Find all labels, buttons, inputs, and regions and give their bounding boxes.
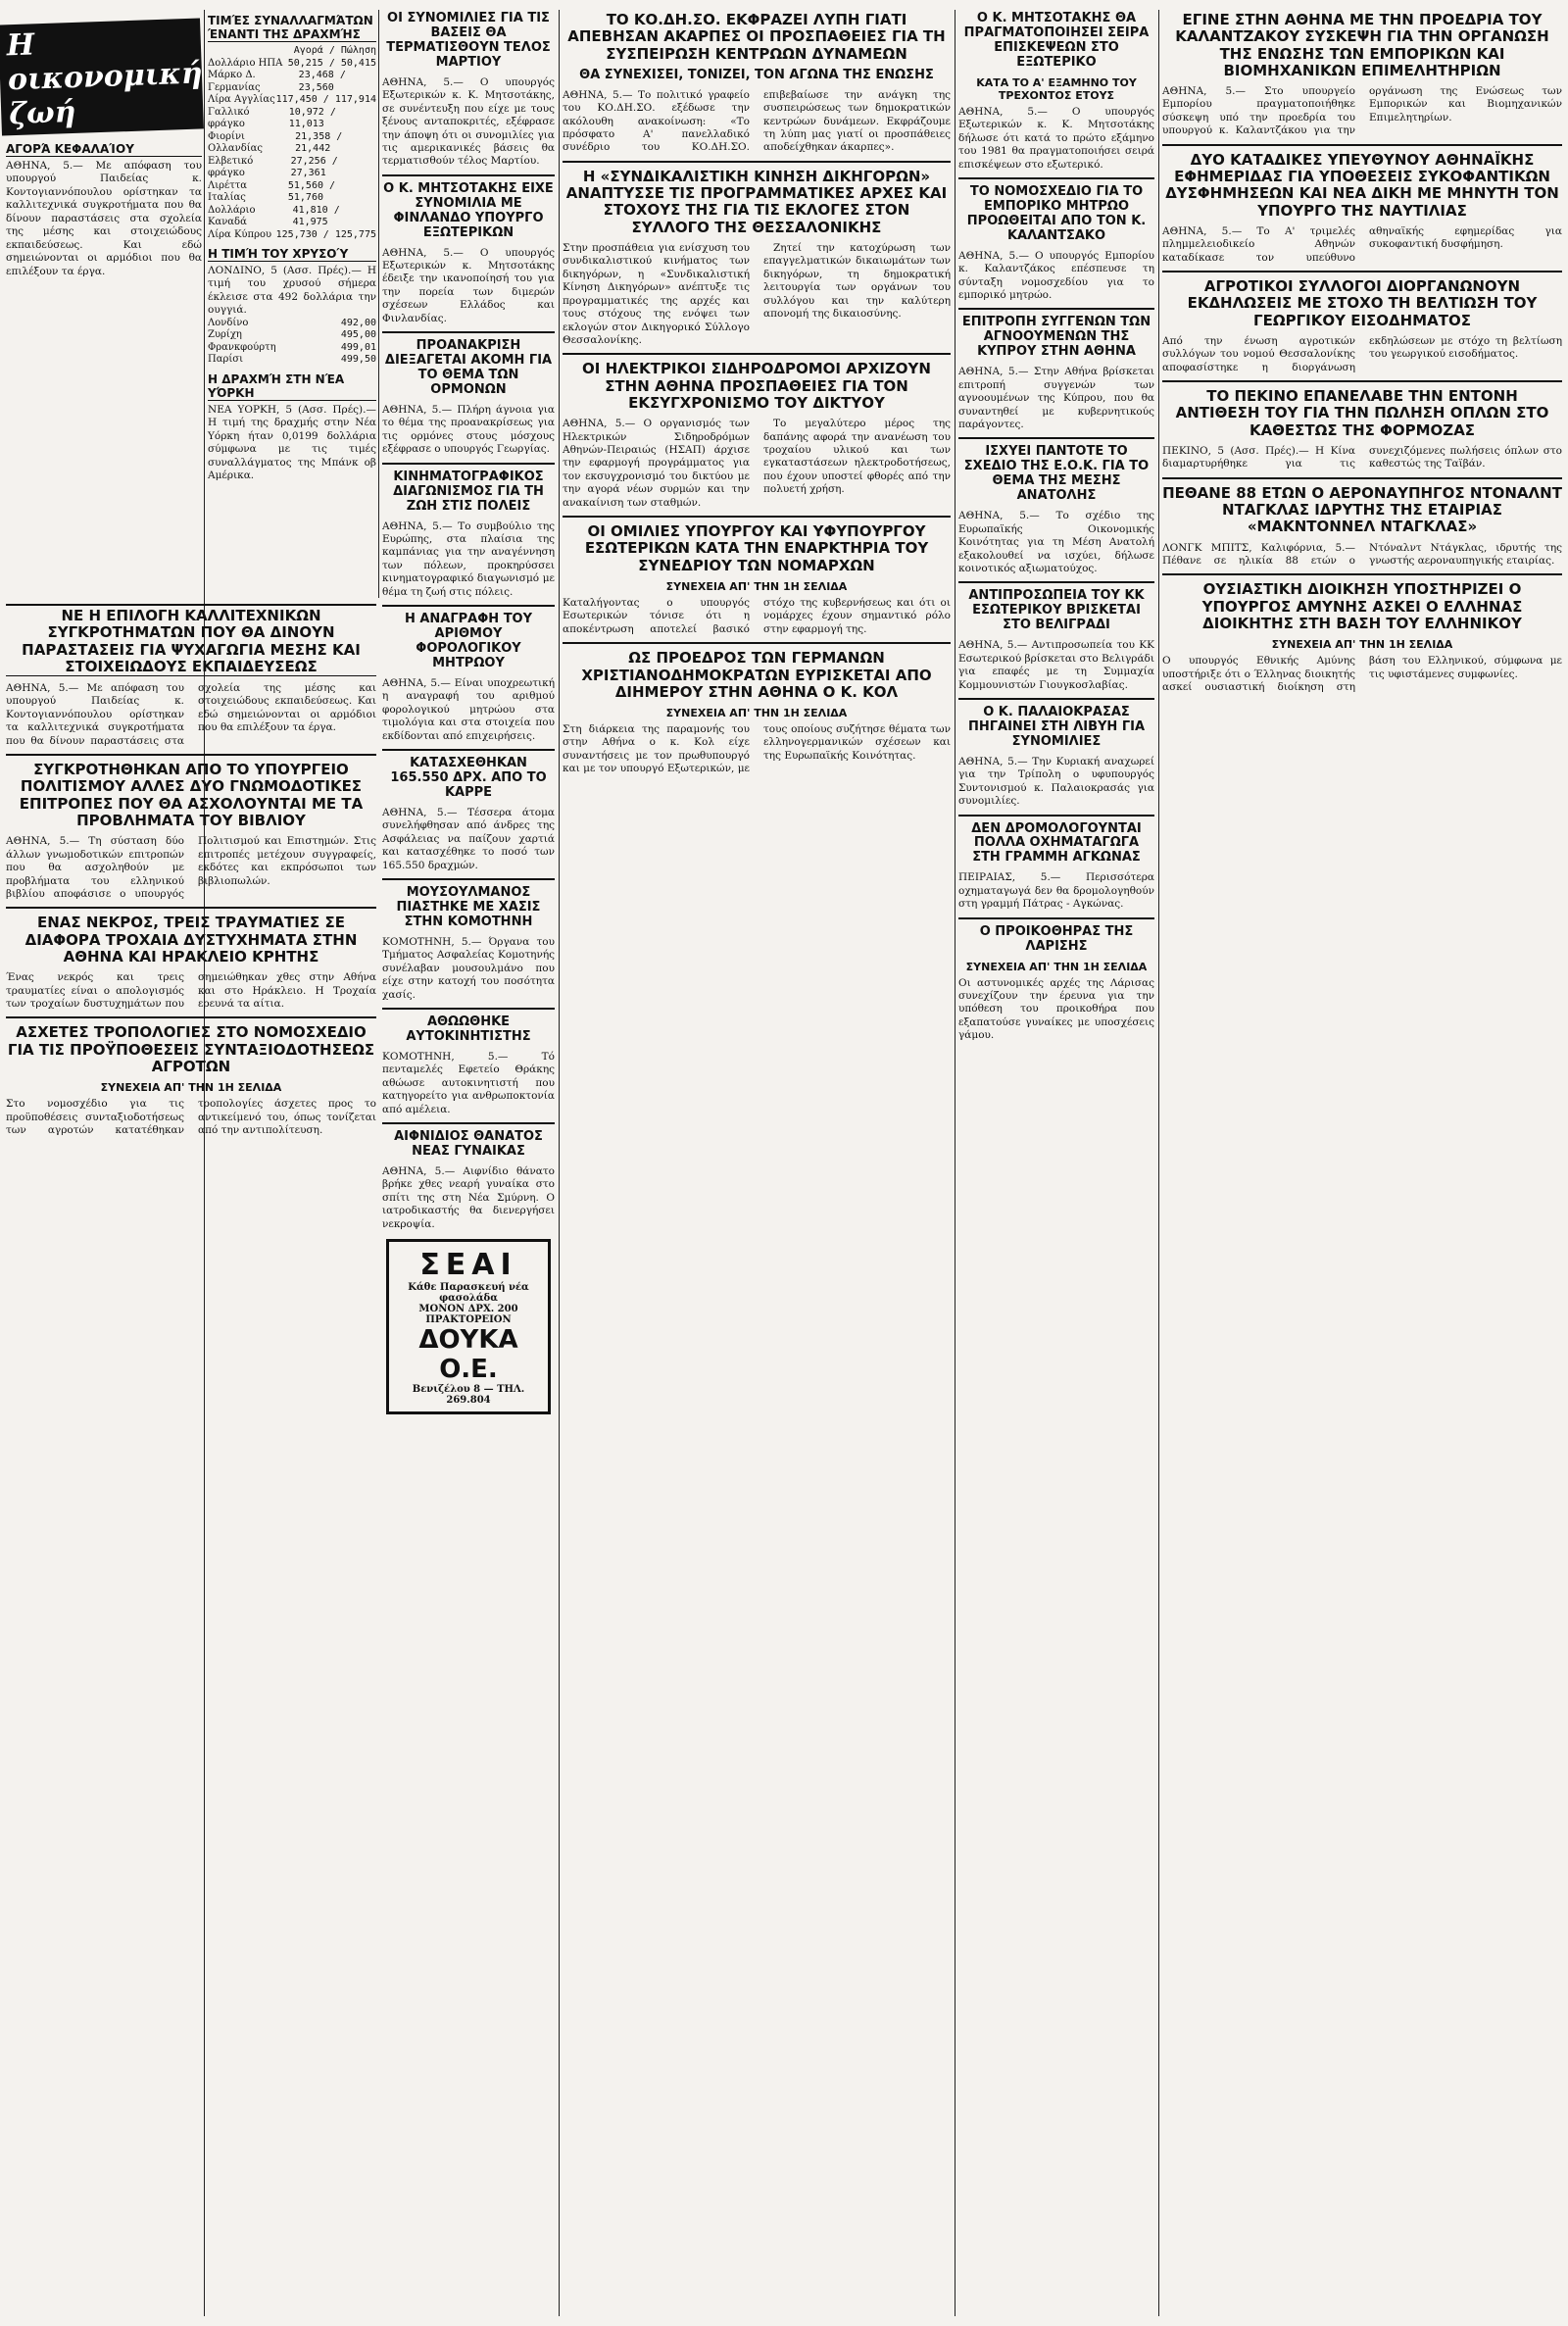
rate-label: Γαλλικό φράγκο: [208, 106, 250, 129]
col3-text-3: ΑΘΗΝΑ, 5.— Ο οργανισμός των Ηλεκτρικών Σιδηροδρόμων Αθηνών-Πειραιώς (ΗΣΑΠ) άρχισε την εφαρμογή προγράμματος για τον εκσυγχρονισμό του δικτύου με την αγορά νέων συρμών και την ανακαίνιση των σταθμών.: [563, 418, 750, 509]
col5-continued-6: ΣΥΝΕΧΕΙΑ ΑΠ' ΤΗΝ 1Η ΣΕΛΙΔΑ: [1271, 638, 1453, 652]
col2-headline-3: ΠΡΟΑΝΑΚΡΙΣΗ ΔΙΕΞΑΓΕΤΑΙ ΑΚΟΜΗ ΓΙΑ ΤΟ ΘΕΜΑ ΤΩΝ ΟΡΜΟΝΩΝ: [384, 338, 553, 397]
rate-value: 125,730 / 125,775: [275, 228, 376, 240]
column-4: [958, 8, 1154, 2318]
ny-text: ΝΕΑ ΥΟΡΚΗ, 5 (Ασσ. Πρές).— Η τιμή της δραχμής στην Νέα Υόρκη ήταν 0,0199 δολλάρια σύμφωνα με τις τιμές συναλλάγματος της Μπάνκ οβ Αμέρικα.: [208, 403, 376, 481]
col2-headline-6: ΚΑΤΑΣΧΕΘΗΚΑΝ 165.550 ΔΡΧ. ΑΠΟ ΤΟ ΚΑΡΡΕ: [390, 756, 547, 800]
col2-text-9: ΑΘΗΝΑ, 5.— Αιφνίδιο θάνατο βρήκε χθες νεαρή γυναίκα στο σπίτι της στη Νέα Σμύρνη. Ο ιατροδικαστής θα διενεργήσει νεκροψία.: [382, 1165, 555, 1230]
col3-text-5: Στη διάρκεια της παραμονής του στην Αθήνα ο κ. Κολ είχε συναντήσεις με τον πρωθυπουργό και με τον υπουργό Εξωτερικών, με τους οποίους συζήτησε θέματα των ελληνογερμανικών σχέσεων και της Ευρωπαϊκής Κοινότητας.: [563, 723, 951, 775]
left-headline-1: ΝΕ Η ΕΠΙΛΟΓΗ ΚΑΛΛΙΤΕΧΝΙΚΩΝ ΣΥΓΚΡΟΤΗΜΑΤΩΝ ΠΟΥ ΘΑ ΔΙΝΟΥΝ ΠΑΡΑΣΤΑΣΕΙΣ ΓΙΑ ΨΥΧΑΓΩΓΙΑ ΜΕΣΗΣ ΚΑΙ ΣΤΟΙΧΕΙΩΔΟΥΣ ΕΚΠΑΙΔΕΥΣΕΩΣ: [6, 604, 376, 676]
ad-name: ΔΟΥΚΑ Ο.Ε.: [418, 1325, 518, 1385]
gold-row: [208, 329, 376, 342]
col2-text-3: ΑΘΗΝΑ, 5.— Πλήρη άγνοια για το θέμα της προανακρίσεως για τις ορμόνες στους μόσχους εξέφρασε ο υπουργός Γεωργίας.: [382, 403, 555, 456]
rate-row: [208, 107, 376, 131]
col2-text-2: ΑΘΗΝΑ, 5.— Ο υπουργός Εξωτερικών κ. Μητσοτάκης έδειξε την ικανοποίησή του για την πορεία των διμερών σχέσεων Ελλάδος και Φινλανδίας.: [382, 246, 555, 324]
ad-phone: Βενιζέλου 8 — ΤΗΛ. 269.804: [412, 1384, 525, 1407]
rates-header: Αγορά / Πώληση: [293, 45, 376, 56]
gold-value: 492,00: [340, 317, 376, 328]
col2-headline-7: ΜΟΥΣΟΥΛΜΑΝΟΣ ΠΙΑΣΤΗΚΕ ΜΕ ΧΑΣΙΣ ΣΤΗΝ ΚΟΜΟΤΗΝΗ: [396, 885, 541, 929]
col3-text-4: Καταλήγοντας ο υπουργός Εσωτερικών τόνισε ότι η αποκέντρωση αποτελεί βασικό στόχο της κυβερνήσεως και ότι οι νομάρχες έχουν σημαντικό ρόλο στην εφαρμογή της.: [563, 596, 951, 635]
col5-text-6: Ο υπουργός Εθνικής Αμύνης υποστήριξε ότι ο Έλληνας διοικητής ασκεί ουσιαστική διοίκηση στη βάση του Ελληνικού, σύμφωνα με τις υφιστάμενες συμφωνίες.: [1162, 655, 1562, 693]
left-headline-4: ΑΣΧΕΤΕΣ ΤΡΟΠΟΛΟΓΙΕΣ ΣΤΟ ΝΟΜΟΣΧΕΔΙΟ ΓΙΑ ΤΙΣ ΠΡΟΫΠΟΘΕΣΕΙΣ ΣΥΝΤΑΞΙΟΔΟΤΗΣΕΩΣ ΑΓΡΟΤΩΝ: [7, 1023, 375, 1075]
rate-label: Δολλάριο Καναδά: [208, 204, 256, 227]
col2-text-8: ΚΟΜΟΤΗΝΗ, 5.— Τό πενταμελές Εφετείο Θράκης αθώωσε αυτοκινητιστή που κατηγορείτο για ανθρωποκτονία από αμέλεια.: [382, 1050, 555, 1115]
col2-headline-5: Η ΑΝΑΓΡΑΦΗ ΤΟΥ ΑΡΙΘΜΟΥ ΦΟΡΟΛΟΓΙΚΟΥ ΜΗΤΡΩΟΥ: [404, 612, 533, 670]
col3-continued-5: ΣΥΝΕΧΕΙΑ ΑΠ' ΤΗΝ 1Η ΣΕΛΙΔΑ: [665, 707, 848, 719]
col2-headline-8: ΑΘΩΩΘΗΚΕ ΑΥΤΟΚΙΝΗΤΙΣΤΗΣ: [406, 1015, 531, 1044]
col4-text-6: ΑΘΗΝΑ, 5.— Την Κυριακή αναχωρεί για την Τρίπολη ο υφυπουργός Συντονισμού κ. Παλαιοκρασάς για συνομιλίες.: [958, 755, 1154, 808]
rate-row: [208, 229, 376, 242]
col4-headline-5: ΑΝΤΙΠΡΟΣΩΠΕΙΑ ΤΟΥ ΚΚ ΕΣΩΤΕΡΙΚΟΥ ΒΡΙΣΚΕΤΑΙ ΣΤΟ ΒΕΛΙΓΡΑΔΙ: [968, 588, 1145, 633]
col5-text-1: ΑΘΗΝΑ, 5.— Στο υπουργείο Εμπορίου πραγματοποιήθηκε σύσκεψη υπό την προεδρία του υπουργού κ. Καλαντζάκου για την οργάνωση της Ενώσεως των Εμπορικών και Βιομηχανικών Επιμελητηρίων.: [1162, 85, 1562, 137]
rate-label: Λίρα Κύπρου: [208, 228, 272, 240]
col4-text-5: ΑΘΗΝΑ, 5.— Αντιπροσωπεία του ΚΚ Εσωτερικού βρίσκεται στο Βελιγράδι για επαφές με τη Συμμαχία Κομμουνιστών Γιουγκοσλαβίας.: [958, 639, 1154, 691]
ad-line-1: Κάθε Παρασκευή νέα φασολάδα: [408, 1282, 529, 1305]
rate-row: [208, 131, 376, 156]
col3-subhead-1: ΘΑ ΣΥΝΕΧΙΣΕΙ, ΤΟΝΙΖΕΙ, ΤΟΝ ΑΓΩΝΑ ΤΗΣ ΕΝΩΣΗΣ: [579, 67, 934, 82]
gold-value: 495,00: [340, 329, 376, 341]
col2-text-6: ΑΘΗΝΑ, 5.— Τέσσερα άτομα συνελήφθησαν από άνδρες της Ασφάλειας να παίζουν χαρτιά και κατασχέθηκε το ποσό των 165.550 δραχμών.: [382, 806, 555, 871]
left-headline-2: ΣΥΓΚΡΟΤΗΘΗΚΑΝ ΑΠΟ ΤΟ ΥΠΟΥΡΓΕΙΟ ΠΟΛΙΤΙΣΜΟΥ ΑΛΛΕΣ ΔΥΟ ΓΝΩΜΟΔΟΤΙΚΕΣ ΕΠΙΤΡΟΠΕΣ ΠΟΥ ΘΑ ΑΣΧΟΛΟΥΝΤΑΙ ΜΕ ΤΑ ΠΡΟΒΛΗΜΑΤΑ ΤΟΥ ΒΙΒΛΙΟΥ: [19, 761, 364, 829]
ny-title: Η ΔΡΑΧΜΉ ΣΤΗ ΝΈΑ ΥΌΡΚΗ: [208, 372, 376, 401]
col5-text-5: ΛΟΝΓΚ ΜΠΙΤΣ, Καλιφόρνια, 5.— Πέθανε σε ηλικία 88 ετών ο Ντόναλντ Ντάγκλας, ιδρυτής της γνωστής αεροναυπηγικής εταιρίας.: [1162, 541, 1562, 567]
col4-headline-3: ΕΠΙΤΡΟΠΗ ΣΥΓΓΕΝΩΝ ΤΩΝ ΑΓΝΟΟΥΜΕΝΩΝ ΤΗΣ ΚΥΠΡΟΥ ΣΤΗΝ ΑΘΗΝΑ: [961, 315, 1152, 360]
left-article-4-text: Στο νομοσχέδιο για τις προϋποθέσεις συνταξιοδοτήσεως των αγροτών κατατέθηκαν τροπολογίες άσχετες προς το αντικείμενό του, όπως τονίζεται από την αντιπολίτευση.: [6, 1098, 376, 1137]
column-5: [1162, 8, 1562, 2318]
col4-headline-8: Ο ΠΡΟΙΚΟΘΗΡΑΣ ΤΗΣ ΛΑΡΙΣΗΣ: [979, 923, 1134, 954]
gold-label: Ζυρίχη: [208, 329, 242, 341]
rates-title: ΤΙΜΈΣ ΣΥΝΑΛΛΑΓΜΆΤΩΝ ΈΝΑΝΤΙ ΤΗΣ ΔΡΑΧΜΉΣ: [208, 14, 376, 42]
col5-headline-2: ΔΥΟ ΚΑΤΑΔΙΚΕΣ ΥΠΕΥΘΥΝΟΥ ΑΘΗΝΑΪΚΗΣ ΕΦΗΜΕΡΙΔΑΣ ΓΙΑ ΥΠΟΘΕΣΕΙΣ ΣΥΚΟΦΑΝΤΙΚΩΝ ΔΥΣΦΗΜΗΣΕΩΝ ΚΑΙ ΝΕΑ ΔΙΚΗ ΜΕ ΜΗΝΥΤΗ ΤΟΝ ΥΠΟΥΡΓΟ ΤΗΣ ΝΑΥΤΙΛΙΑΣ: [1165, 150, 1559, 220]
col4-text-4: ΑΘΗΝΑ, 5.— Το σχέδιο της Ευρωπαϊκής Οικονομικής Κοινότητας για τη Μέση Ανατολή εξακολουθεί να ισχύει, δήλωσε κοινοτικός αξιωματούχος.: [958, 510, 1154, 574]
gold-row: [208, 318, 376, 330]
col5-headline-6: ΟΥΣΙΑΣΤΙΚΗ ΔΙΟΙΚΗΣΗ ΥΠΟΣΤΗΡΙΖΕΙ Ο ΥΠΟΥΡΓΟΣ ΑΜΥΝΗΣ ΑΣΚΕΙ Ο ΕΛΛΗΝΑΣ ΔΙΟΙΚΗΤΗΣ ΣΤΗ ΒΑΣΗ ΤΟΥ ΕΛΛΗΝΙΚΟΥ: [1201, 580, 1523, 632]
col3-text-1: ΑΘΗΝΑ, 5.— Το πολιτικό γραφείο του ΚΟ.ΔΗ.ΣΟ. εξέδωσε την ακόλουθη ανακοίνωση: «Το πρόσφατο Α' πανελλαδικό συνέδριο του ΚΟ.ΔΗ.ΣΟ. επιβεβαίωσε την ανάγκη της συσπειρώσεως των δημοκρατικών κεντρώων δυνάμεων. Εκφράζουμε τη λύπη μας γιατί οι προσπάθειες αποδείχθηκαν άκαρπες».: [563, 88, 951, 154]
ad-line-2: ΜΟΝΟΝ ΔΡΧ. 200: [418, 1304, 518, 1315]
col3-text-3b: Το μεγαλύτερο μέρος της δαπάνης αφορά την ανανέωση του τροχαίου υλικού και των εγκαταστάσεων ηλεκτροδοτήσεως, που έχουν υποστεί φθορές από την πολυετή χρήση.: [763, 418, 951, 496]
col4-headline-4: ΙΣΧΥΕΙ ΠΑΝΤΟΤΕ ΤΟ ΣΧΕΔΙΟ ΤΗΣ Ε.Ο.Κ. ΓΙΑ ΤΟ ΘΕΜΑ ΤΗΣ ΜΕΣΗΣ ΑΝΑΤΟΛΗΣ: [963, 444, 1150, 504]
col5-text-3: Από την ένωση αγροτικών συλλόγων του νομού Θεσσαλονίκης αποφασίστηκε η διοργάνωση εκδηλώσεων με στόχο τη βελτίωση του γεωργικού εισοδήματος.: [1162, 334, 1562, 373]
col3-headline-5: ΩΣ ΠΡΟΕΔΡΟΣ ΤΩΝ ΓΕΡΜΑΝΩΝ ΧΡΙΣΤΙΑΝΟΔΗΜΟΚΡΑΤΩΝ ΕΥΡΙΣΚΕΤΑΙ ΑΠΟ ΔΙΗΜΕΡΟΥ ΣΤΗΝ ΑΘΗΝΑ Ο Κ. ΚΟΛ: [581, 649, 932, 701]
col3-continued-4: ΣΥΝΕΧΕΙΑ ΑΠ' ΤΗΝ 1Η ΣΕΛΙΔΑ: [665, 579, 848, 593]
col2-headline-2: Ο Κ. ΜΗΤΣΟΤΑΚΗΣ ΕΙΧΕ ΣΥΝΟΜΙΛΙΑ ΜΕ ΦΙΝΛΑΝΔΟ ΥΠΟΥΡΓΟ ΕΞΩΤΕΡΙΚΩΝ: [383, 180, 554, 240]
rate-value: 41,810 / 41,975: [292, 204, 340, 227]
col3-headline-1: ΤΟ ΚΟ.ΔΗ.ΣΟ. ΕΚΦΡΑΖΕΙ ΛΥΠΗ ΓΙΑΤΙ ΑΠΕΒΗΣΑΝ ΑΚΑΡΠΕΣ ΟΙ ΠΡΟΣΠΑΘΕΙΕΣ ΓΙΑ ΤΗ ΣΥΣΠΕΙΡΩΣΗ ΚΕΝΤΡΩΩΝ ΔΥΝΑΜΕΩΝ: [567, 11, 946, 63]
rate-label: Δολλάριο ΗΠΑ: [208, 57, 283, 69]
rate-value: 23,468 / 23,560: [298, 70, 346, 93]
rates-list: [208, 58, 376, 242]
rate-row: [208, 70, 376, 94]
gold-row: [208, 354, 376, 367]
ad-line-3: ΠΡΑΚΤΟΡΕΙΟΝ: [425, 1314, 512, 1326]
col4-subhead-1: ΚΑΤΑ ΤΟ Α' ΕΞΑΜΗΝΟ ΤΟΥ ΤΡΕΧΟΝΤΟΣ ΕΤΟΥΣ: [976, 75, 1137, 102]
left-continued-4: ΣΥΝΕΧΕΙΑ ΑΠ' ΤΗΝ 1Η ΣΕΛΙΔΑ: [100, 1081, 282, 1095]
rate-row: [208, 156, 376, 180]
rate-row: [208, 205, 376, 229]
rates-panel: [208, 8, 376, 481]
col5-text-4: ΠΕΚΙΝΟ, 5 (Ασσ. Πρές).— Η Κίνα διαμαρτυρήθηκε για τις συνεχιζόμενες πωλήσεις όπλων στο καθεστώς της Ταϊβάν.: [1162, 444, 1562, 470]
ad-word: ΣΕΑΙ: [419, 1248, 517, 1283]
col5-headline-3: ΑΓΡΟΤΙΚΟΙ ΣΥΛΛΟΓΟΙ ΔΙΟΡΓΑΝΩΝΟΥΝ ΕΚΔΗΛΩΣΕΙΣ ΜΕ ΣΤΟΧΟ ΤΗ ΒΕΛΤΙΩΣΗ ΤΟΥ ΓΕΩΡΓΙΚΟΥ ΕΙΣΟΔΗΜΑΤΟΣ: [1187, 277, 1538, 329]
col4-headline-1: Ο Κ. ΜΗΤΣΟΤΑΚΗΣ ΘΑ ΠΡΑΓΜΑΤΟΠΟΙΗΣΕΙ ΣΕΙΡΑ ΕΠΙΣΚΕΨΕΩΝ ΣΤΟ ΕΞΩΤΕΡΙΚΟ: [963, 11, 1150, 70]
rate-label: Μάρκο Δ. Γερμανίας: [208, 70, 261, 93]
col2-headline-4: ΚΙΝΗΜΑΤΟΓΡΑΦΙΚΟΣ ΔΙΑΓΩΝΙΣΜΟΣ ΓΙΑ ΤΗ ΖΩΗ ΣΤΙΣ ΠΟΛΕΙΣ: [393, 469, 544, 514]
left-article-1-text: ΑΘΗΝΑ, 5.— Με απόφαση του υπουργού Παιδείας κ. Κοντογιαννόπουλου ορίστηκαν τα καλλιτεχνικά συγκροτήματα που θα δίνουν παραστάσεις στα σχολεία της μέσης και στοιχειώδους εκπαιδεύσεως. Και εδώ σημειώνονται οι αρμόδιοι που θα επιλέξουν τα έργα.: [6, 160, 202, 277]
gold-value: 499,50: [340, 354, 376, 366]
gold-label: Φρανκφούρτη: [208, 341, 276, 353]
rate-label: Λιρέττα Ιταλίας: [208, 179, 248, 203]
rate-row: [208, 58, 376, 71]
rate-value: 117,450 / 117,914: [275, 94, 376, 105]
gold-row: [208, 342, 376, 355]
column-2: [382, 8, 555, 2316]
rate-row: [208, 180, 376, 205]
col4-headline-7: ΔΕΝ ΔΡΟΜΟΛΟΓΟΥΝΤΑΙ ΠΟΛΛΑ ΟΧΗΜΑΤΑΓΩΓΑ ΣΤΗ ΓΡΑΜΜΗ ΑΓΚΩΝΑΣ: [971, 820, 1142, 866]
left-article-3-text: Ένας νεκρός και τρεις τραυματίες είναι ο απολογισμός των τροχαίων δυστυχημάτων που σημειώθηκαν χθες στην Αθήνα και στο Ηράκλειο. Η Τροχαία ερευνά τα αίτια.: [6, 971, 376, 1010]
gold-label: Λονδίνο: [208, 317, 249, 328]
gold-label: Παρίσι: [208, 354, 244, 366]
col4-headline-6: Ο Κ. ΠΑΛΑΙΟΚΡΑΣΑΣ ΠΗΓΑΙΝΕΙ ΣΤΗ ΛΙΒΥΗ ΓΙΑ ΣΥΝΟΜΙΛΙΕΣ: [967, 704, 1146, 749]
col4-text-3: ΑΘΗΝΑ, 5.— Στην Αθήνα βρίσκεται επιτροπή συγγενών των αγνοουμένων της Κύπρου, που θα συναντηθεί με κυβερνητικούς παράγοντες.: [958, 366, 1154, 430]
col4-text-8: Οι αστυνομικές αρχές της Λάρισας συνεχίζουν την έρευνα για την υπόθεση του προικοθήρα που εξαπατούσε γυναίκες με υποσχέσεις γάμου.: [958, 976, 1154, 1042]
col2-headline-9: ΑΙΦΝΙΔΙΟΣ ΘΑΝΑΤΟΣ ΝΕΑΣ ΓΥΝΑΙΚΑΣ: [394, 1129, 543, 1160]
col5-text-2: ΑΘΗΝΑ, 5.— Το Α' τριμελές πλημμελειοδικείο Αθηνών καταδίκασε τον υπεύθυνο αθηναϊκής εφημερίδας για συκοφαντική δυσφήμηση.: [1162, 224, 1562, 264]
col4-text-2: ΑΘΗΝΑ, 5.— Ο υπουργός Εμπορίου κ. Καλαντζάκος επέσπευσε τη σύνταξη νομοσχεδίου για το εμπορικό μητρώο.: [958, 249, 1154, 301]
column-3: [563, 8, 951, 2318]
gold-list: [208, 318, 376, 367]
rate-label: Φιορίνι Ολλανδίας: [208, 130, 264, 154]
col2-text-1: ΑΘΗΝΑ, 5.— Ο υπουργός Εξωτερικών κ. Κ. Μητσοτάκης, σε συνέντευξη που είχε με τους ξένους ανταποκριτές, εξέφρασε την άποψη ότι οι συνομιλίες για τις αμερικανικές βάσεις θα τερματισθούν τέλος Μαρτίου.: [382, 75, 555, 168]
left-lower-block: [6, 600, 376, 2320]
rate-label: Ελβετικό φράγκο: [208, 155, 254, 178]
col5-headline-5: ΠΕΘΑΝΕ 88 ΕΤΩΝ Ο ΑΕΡΟΝΑΥΠΗΓΟΣ ΝΤΟΝΑΛΝΤ ΝΤΑΓΚΛΑΣ ΙΔΡΥΤΗΣ ΤΗΣ ΕΤΑΙΡΙΑΣ «ΜΑΚΝΤΟΝΝΕΛ ΝΤΑΓΚΛΑΣ»: [1162, 483, 1562, 536]
col3-headline-2: Η «ΣΥΝΔΙΚΑΛΙΣΤΙΚΗ ΚΙΝΗΣΗ ΔΙΚΗΓΟΡΩΝ» ΑΝΑΠΤΥΣΣΕ ΤΙΣ ΠΡΟΓΡΑΜΜΑΤΙΚΕΣ ΑΡΧΕΣ ΚΑΙ ΣΤΟΧΟΥΣ ΤΗΣ ΓΙΑ ΤΙΣ ΕΚΛΟΓΕΣ ΣΤΟΝ ΣΥΛΛΟΓΟ ΤΗΣ ΘΕΣΣΑΛΟΝΙΚΗΣ: [565, 167, 948, 236]
masthead: Η οικονομική ζωή: [0, 18, 204, 135]
col4-text-7: ΠΕΙΡΑΙΑΣ, 5.— Περισσότερα οχηματαγωγά δεν θα δρομολογηθούν στη γραμμή Πάτρας - Αγκώνας.: [958, 871, 1154, 911]
col2-headline-1: ΟΙ ΣΥΝΟΜΙΛΙΕΣ ΓΙΑ ΤΙΣ ΒΑΣΕΙΣ ΘΑ ΤΕΡΜΑΤΙΣΘΟΥΝ ΤΕΛΟΣ ΜΑΡΤΙΟΥ: [386, 11, 551, 70]
col4-continued-8: ΣΥΝΕΧΕΙΑ ΑΠ' ΤΗΝ 1Η ΣΕΛΙΔΑ: [965, 960, 1148, 973]
col3-text-2: Στην προσπάθεια για ενίσχυση του συνδικαλιστικού κινήματος των δικηγόρων, η «Συνδικαλιστική Κίνηση Δικηγόρων» ανέπτυξε τις προγραμματικές της αρχές και τους στόχους της ενόψει των εκλογών στον Δικηγορικό Σύλλογο Θεσσαλονίκης.: [563, 241, 750, 346]
advertisement-box: [386, 1239, 552, 1414]
col3-headline-4: ΟΙ ΟΜΙΛΙΕΣ ΥΠΟΥΡΓΟΥ ΚΑΙ ΥΦΥΠΟΥΡΓΟΥ ΕΣΩΤΕΡΙΚΩΝ ΚΑΤΑ ΤΗΝ ΕΝΑΡΚΤΗΡΙΑ ΤΟΥ ΣΥΝΕΔΡΙΟΥ ΤΩΝ ΝΟΜΑΡΧΩΝ: [584, 522, 929, 574]
col5-headline-1: ΕΓΙΝΕ ΣΤΗΝ ΑΘΗΝΑ ΜΕ ΤΗΝ ΠΡΟΕΔΡΙΑ ΤΟΥ ΚΑΛΑΝΤΖΑΚΟΥ ΣΥΣΚΕΨΗ ΓΙΑ ΤΗΝ ΟΡΓΑΝΩΣΗ ΤΗΣ ΕΝΩΣΗΣ ΤΩΝ ΕΜΠΟΡΙΚΩΝ ΚΑΙ ΒΙΟΜΗΧΑΝΙΚΩΝ ΕΠΙΜΕΛΗΤΗΡΙΩΝ: [1175, 11, 1549, 79]
col4-text-1: ΑΘΗΝΑ, 5.— Ο υπουργός Εξωτερικών κ. Κ. Μητσοτάκης δήλωσε ότι κατά το πρώτο εξάμηνο του 1981 θα πραγματοποιήσει σειρά επισκέψεων στο εξωτερικό.: [958, 105, 1154, 171]
rate-row: [208, 94, 376, 107]
col2-text-7: ΚΟΜΟΤΗΝΗ, 5.— Όργανα του Τμήματος Ασφαλείας Κομοτηνής συνέλαβαν μουσουλμάνο που είχε στην κατοχή του ποσότητα χασίς.: [382, 935, 555, 1001]
col5-headline-4: ΤΟ ΠΕΚΙΝΟ ΕΠΑΝΕΛΑΒΕ ΤΗΝ ΕΝΤΟΝΗ ΑΝΤΙΘΕΣΗ ΤΟΥ ΓΙΑ ΤΗΝ ΠΩΛΗΣΗ ΟΠΛΩΝ ΣΤΟ ΚΑΘΕΣΤΩΣ ΤΗΣ ΦΟΡΜΟΖΑΣ: [1175, 387, 1549, 439]
col4-headline-2: ΤΟ ΝΟΜΟΣΧΕΔΙΟ ΓΙΑ ΤΟ ΕΜΠΟΡΙΚΟ ΜΗΤΡΩΟ ΠΡΟΩΘΕΙΤΑΙ ΑΠΟ ΤΟΝ Κ. ΚΑΛΑΝΤΣΑΚΟ: [966, 183, 1147, 243]
rate-value: 50,215 / 50,415: [287, 57, 376, 69]
left-article-1b-text: ΑΘΗΝΑ, 5.— Με απόφαση του υπουργού Παιδείας κ. Κοντογιαννόπουλου ορίστηκαν τα καλλιτεχνικά συγκροτήματα που θα δίνουν παραστάσεις στα σχολεία της μέσης και στοιχειώδους εκπαιδεύσεως. Και εδώ σημειώνονται οι αρμόδιοι που θα επιλέξουν τα έργα.: [6, 682, 376, 747]
col2-text-4: ΑΘΗΝΑ, 5.— Το συμβούλιο της Ευρώπης, στα πλαίσια της καμπάνιας για την αναγέννηση των πόλεων, προκηρύσσει κινηματογραφικό διαγωνισμό με θέμα τη ζωή στις πόλεις.: [382, 520, 555, 598]
left-headline-3: ΕΝΑΣ ΝΕΚΡΟΣ, ΤΡΕΙΣ ΤΡΑΥΜΑΤΙΕΣ ΣΕ ΔΙΑΦΟΡΑ ΤΡΟΧΑΙΑ ΔΥΣΤΥΧΗΜΑΤΑ ΣΤΗΝ ΑΘΗΝΑ ΚΑΙ ΗΡΑΚΛΕΙΟ ΚΡΗΤΗΣ: [24, 914, 358, 965]
gold-title: Η ΤΙΜΉ ΤΟΥ ΧΡΥΣΟΎ: [208, 247, 376, 262]
rate-value: 27,256 / 27,361: [290, 155, 338, 178]
col3-headline-3: ΟΙ ΗΛΕΚΤΡΙΚΟΙ ΣΙΔΗΡΟΔΡΟΜΟΙ ΑΡΧΙΖΟΥΝ ΣΤΗΝ ΑΘΗΝΑ ΠΡΟΣΠΑΘΕΙΕΣ ΓΙΑ ΤΟΝ ΕΚΣΥΓΧΡΟΝΙΣΜΟ ΤΟΥ ΔΙΚΤΥΟΥ: [582, 360, 931, 412]
col2-text-5: ΑΘΗΝΑ, 5.— Είναι υποχρεωτική η αναγραφή του αριθμού φορολογικού μητρώου στα τιμολόγια και στα στοιχεία που εκδίδονται από επιχειρήσεις.: [382, 676, 555, 742]
rate-value: 21,358 / 21,442: [295, 130, 343, 154]
rate-value: 51,560 / 51,760: [287, 179, 336, 203]
capital-section-title: ΑΓΟΡΆ ΚΕΦΑΛΑΊΟΥ: [6, 142, 202, 157]
gold-value: 499,01: [340, 341, 376, 353]
left-article-2-text: ΑΘΗΝΑ, 5.— Τη σύσταση δύο άλλων γνωμοδοτικών επιτροπών που θα ασχοληθούν με προβλήματα του ελληνικού βιβλίου αποφάσισε ο υπουργός Πολιτισμού και Επιστημών. Στις επιτροπές μετέχουν συγγραφείς, εκδότες και εκπρόσωποι των βιβλιοπωλών.: [6, 835, 376, 900]
col3-text-2b: Ζητεί την κατοχύρωση των επαγγελματικών δικαιωμάτων των δικηγόρων, τη δημοκρατική λειτουργία των οργάνων του συλλόγου και την καλύτερη απονομή της δικαιοσύνης.: [763, 241, 951, 321]
rate-label: Λίρα Αγγλίας: [208, 94, 275, 105]
gold-text: ΛΟΝΔΙΝΟ, 5 (Ασσ. Πρές).— Η τιμή του χρυσού σήμερα έκλεισε στα 492 δολλάρια την ουγγιά.: [208, 265, 376, 317]
rate-value: 10,972 / 11,013: [288, 106, 336, 129]
